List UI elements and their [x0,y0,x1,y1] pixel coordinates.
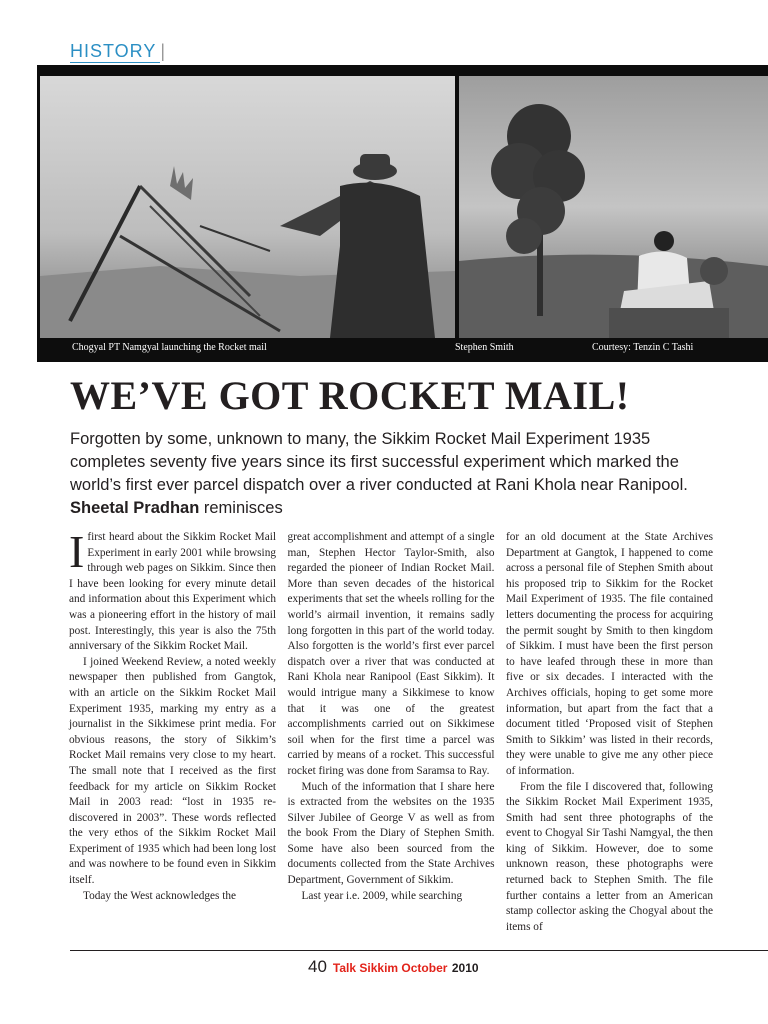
photo-stephen-smith [459,76,768,338]
issue-year: 2010 [451,961,479,975]
caption-stephen-smith: Stephen Smith [455,342,514,353]
body-paragraph: Much of the information that I share here is extracted from the websites on the 1935 Silver Jubilee of George V as well as from the book From the Diary of Stephen Smith. Some have also been sourced from the documents collected from the State Archives Department, Government of Sikkim. [287,780,495,887]
article-headline: WE’VE GOT ROCKET MAIL! [70,373,630,418]
footer-rule [70,950,768,951]
section-name: HISTORY [70,41,157,61]
body-paragraph: great accomplishment and attempt of a single man, Stephen Hector Taylor-Smith, also regarded the pioneer of Indian Rocket Mail. More than seven decades of the historical experiments that set the wheels rolling for the world’s airmail invention, it remains sadly long forgotten in this part of the world today. Also forgotten is the world’s first ever parcel dispatch over a river that was conducted at Rani Khola near Ranipool (East Sikkim). It would intrigue many a Sikkimese to know that it was one of the greatest accomplishments carried out on Sikkimese soil when for the first time a parcel was carried by means of a rocket. This successful rocket firing was done from Saramsa to Ray. [287,531,495,777]
article-standfirst [70,428,720,520]
page-footer [308,957,479,977]
section-separator: | [160,41,167,61]
section-underline [70,62,160,63]
author-name: Sheetal Pradhan [70,499,200,517]
magazine-name: Talk Sikkim October [332,961,448,975]
body-paragraph: for an old document at the State Archives Department at Gangtok, I happened to come across a personal file of Stephen Smith about his proposed trip to Sikkim for the Rocket Mail Experiment of 1935. The file contained letters documenting the process for acquiring the permit sought by Smith to then kingdom of Sikkim. I must have been the first person to have leafed through these in more than five or six decades. I interacted with the Archives officials, hoping to get some more information, but apart from the fact that a document titled ‘Proposed visit of Stephen Smith to Sikkim’ was listed in their records, they were unable to give me any other piece of information. [506,531,713,777]
body-paragraph: Today the West acknowledges the [83,889,237,902]
caption-courtesy: Courtesy: Tenzin C Tashi [592,342,694,353]
drop-cap: I [69,526,85,577]
photo-rocket-launch [40,76,455,338]
standfirst-text: Forgotten by some, unknown to many, the Sikkim Rocket Mail Experiment 1935 completes seventy five years since its first successful experiment which marked the world’s first ever parcel dispatch over a river conducted at Rani Khola near Ranipool. [70,430,688,494]
standfirst-tail: reminisces [199,499,283,517]
section-label [70,41,166,62]
page-number: 40 [308,957,327,976]
body-paragraph [69,526,276,655]
body-column-3 [506,530,713,940]
caption-rocket-launch: Chogyal PT Namgyal launching the Rocket mail [72,342,267,353]
body-paragraph: I joined Weekend Review, a noted weekly newspaper then published from Gangtok, with an article on the Sikkim Rocket Mail Experiment 1935, marking my entry as a journalist in the Sikkimese print media. For obvious reasons, the story of Sikkim’s Rocket Mail remains very close to my heart. The small note that I received as the first feedback for my article on Sikkim Rocket Mail in 2003 read: “lost in 1935 re-discovered in 2003”. These words reflected the very ethos of the Sikkim Rocket Mail Experiment of 1935 which had been long lost and was nowhere to be found even in Sikkim itself. [69,655,276,887]
body-column-1 [69,526,276,940]
body-paragraph: Last year i.e. 2009, while searching [301,889,463,902]
body-paragraph: From the file I discovered that, following the Sikkim Rocket Mail Experiment 1935, Smith had sent three photographs of the event to Chogyal Sir Tashi Namgyal, the then king of Sikkim. However, doe to some unknown reason, these photographs were returned back to Stephen Smith. The file further contains a letter from an American stamp collector asking the Chogyal about the items of [506,780,713,933]
paragraph-text: first heard about the Sikkim Rocket Mail Experiment in early 2001 while browsing through web pages on Sikkim. Since then I have been looking for every minute detail and information about this Experiment which was a pioneering effort in the history of mail post. Interestingly, this year is also the 75th anniversary of the Sikkim Rocket Mail. [69,531,276,653]
article-body [69,526,713,940]
body-column-2 [288,530,495,940]
